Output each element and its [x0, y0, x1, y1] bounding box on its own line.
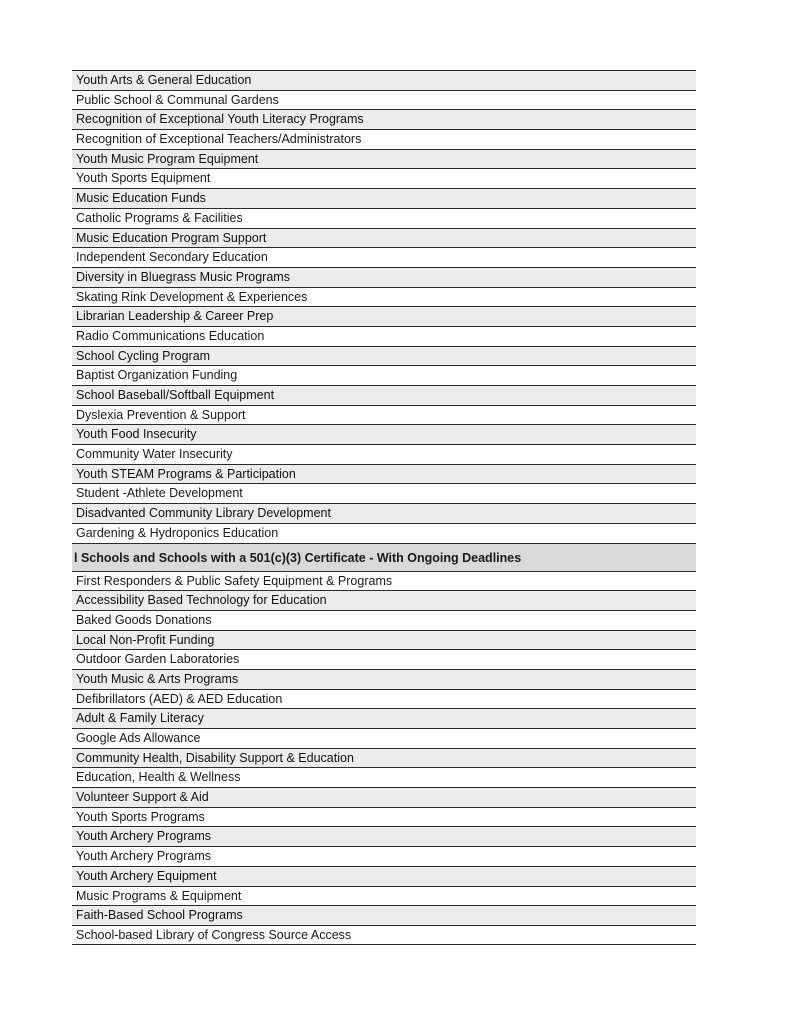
table-row: Accessibility Based Technology for Education — [72, 590, 696, 610]
table-row: Student -Athlete Development — [72, 483, 696, 503]
document-table — [72, 70, 696, 945]
section-header: l Schools and Schools with a 501(c)(3) Certificate - With Ongoing Deadlines — [72, 543, 696, 571]
table-row: Disadvanted Community Library Development — [72, 503, 696, 523]
table-row: Local Non-Profit Funding — [72, 630, 696, 650]
table-row: Community Health, Disability Support & Education — [72, 748, 696, 768]
table-row: Baptist Organization Funding — [72, 365, 696, 385]
table-row: Skating Rink Development & Experiences — [72, 287, 696, 307]
table-row: Youth Sports Programs — [72, 807, 696, 827]
table-row: Community Water Insecurity — [72, 444, 696, 464]
section-1-list — [72, 70, 696, 543]
table-row: Google Ads Allowance — [72, 728, 696, 748]
table-row: Baked Goods Donations — [72, 610, 696, 630]
table-row: Youth Archery Programs — [72, 846, 696, 866]
table-row: Recognition of Exceptional Youth Literacy Programs — [72, 109, 696, 129]
table-row: Youth Sports Equipment — [72, 168, 696, 188]
table-row: Volunteer Support & Aid — [72, 787, 696, 807]
table-row: Defibrillators (AED) & AED Education — [72, 689, 696, 709]
table-row: School-based Library of Congress Source Access — [72, 925, 696, 945]
table-row: School Baseball/Softball Equipment — [72, 385, 696, 405]
table-row: Outdoor Garden Laboratories — [72, 649, 696, 669]
table-row: Independent Secondary Education — [72, 247, 696, 267]
table-row: Diversity in Bluegrass Music Programs — [72, 267, 696, 287]
table-row: Youth Arts & General Education — [72, 70, 696, 90]
table-row: Librarian Leadership & Career Prep — [72, 306, 696, 326]
table-row: Youth Food Insecurity — [72, 424, 696, 444]
table-row: Youth Music Program Equipment — [72, 149, 696, 169]
table-row: Youth Archery Equipment — [72, 866, 696, 886]
table-row: Adult & Family Literacy — [72, 708, 696, 728]
table-row: Music Programs & Equipment — [72, 886, 696, 906]
table-row: Gardening & Hydroponics Education — [72, 523, 696, 543]
table-row: Recognition of Exceptional Teachers/Administrators — [72, 129, 696, 149]
table-row: Radio Communications Education — [72, 326, 696, 346]
table-row: Youth Music & Arts Programs — [72, 669, 696, 689]
table-row: Music Education Funds — [72, 188, 696, 208]
table-row: Faith-Based School Programs — [72, 905, 696, 925]
section-2-list — [72, 571, 696, 945]
table-row: Dyslexia Prevention & Support — [72, 405, 696, 425]
table-row: School Cycling Program — [72, 346, 696, 366]
table-row: Public School & Communal Gardens — [72, 90, 696, 110]
table-row: Youth STEAM Programs & Participation — [72, 464, 696, 484]
table-row: Catholic Programs & Facilities — [72, 208, 696, 228]
table-row: First Responders & Public Safety Equipment & Programs — [72, 571, 696, 591]
table-row: Education, Health & Wellness — [72, 767, 696, 787]
table-row: Music Education Program Support — [72, 228, 696, 248]
table-row: Youth Archery Programs — [72, 826, 696, 846]
